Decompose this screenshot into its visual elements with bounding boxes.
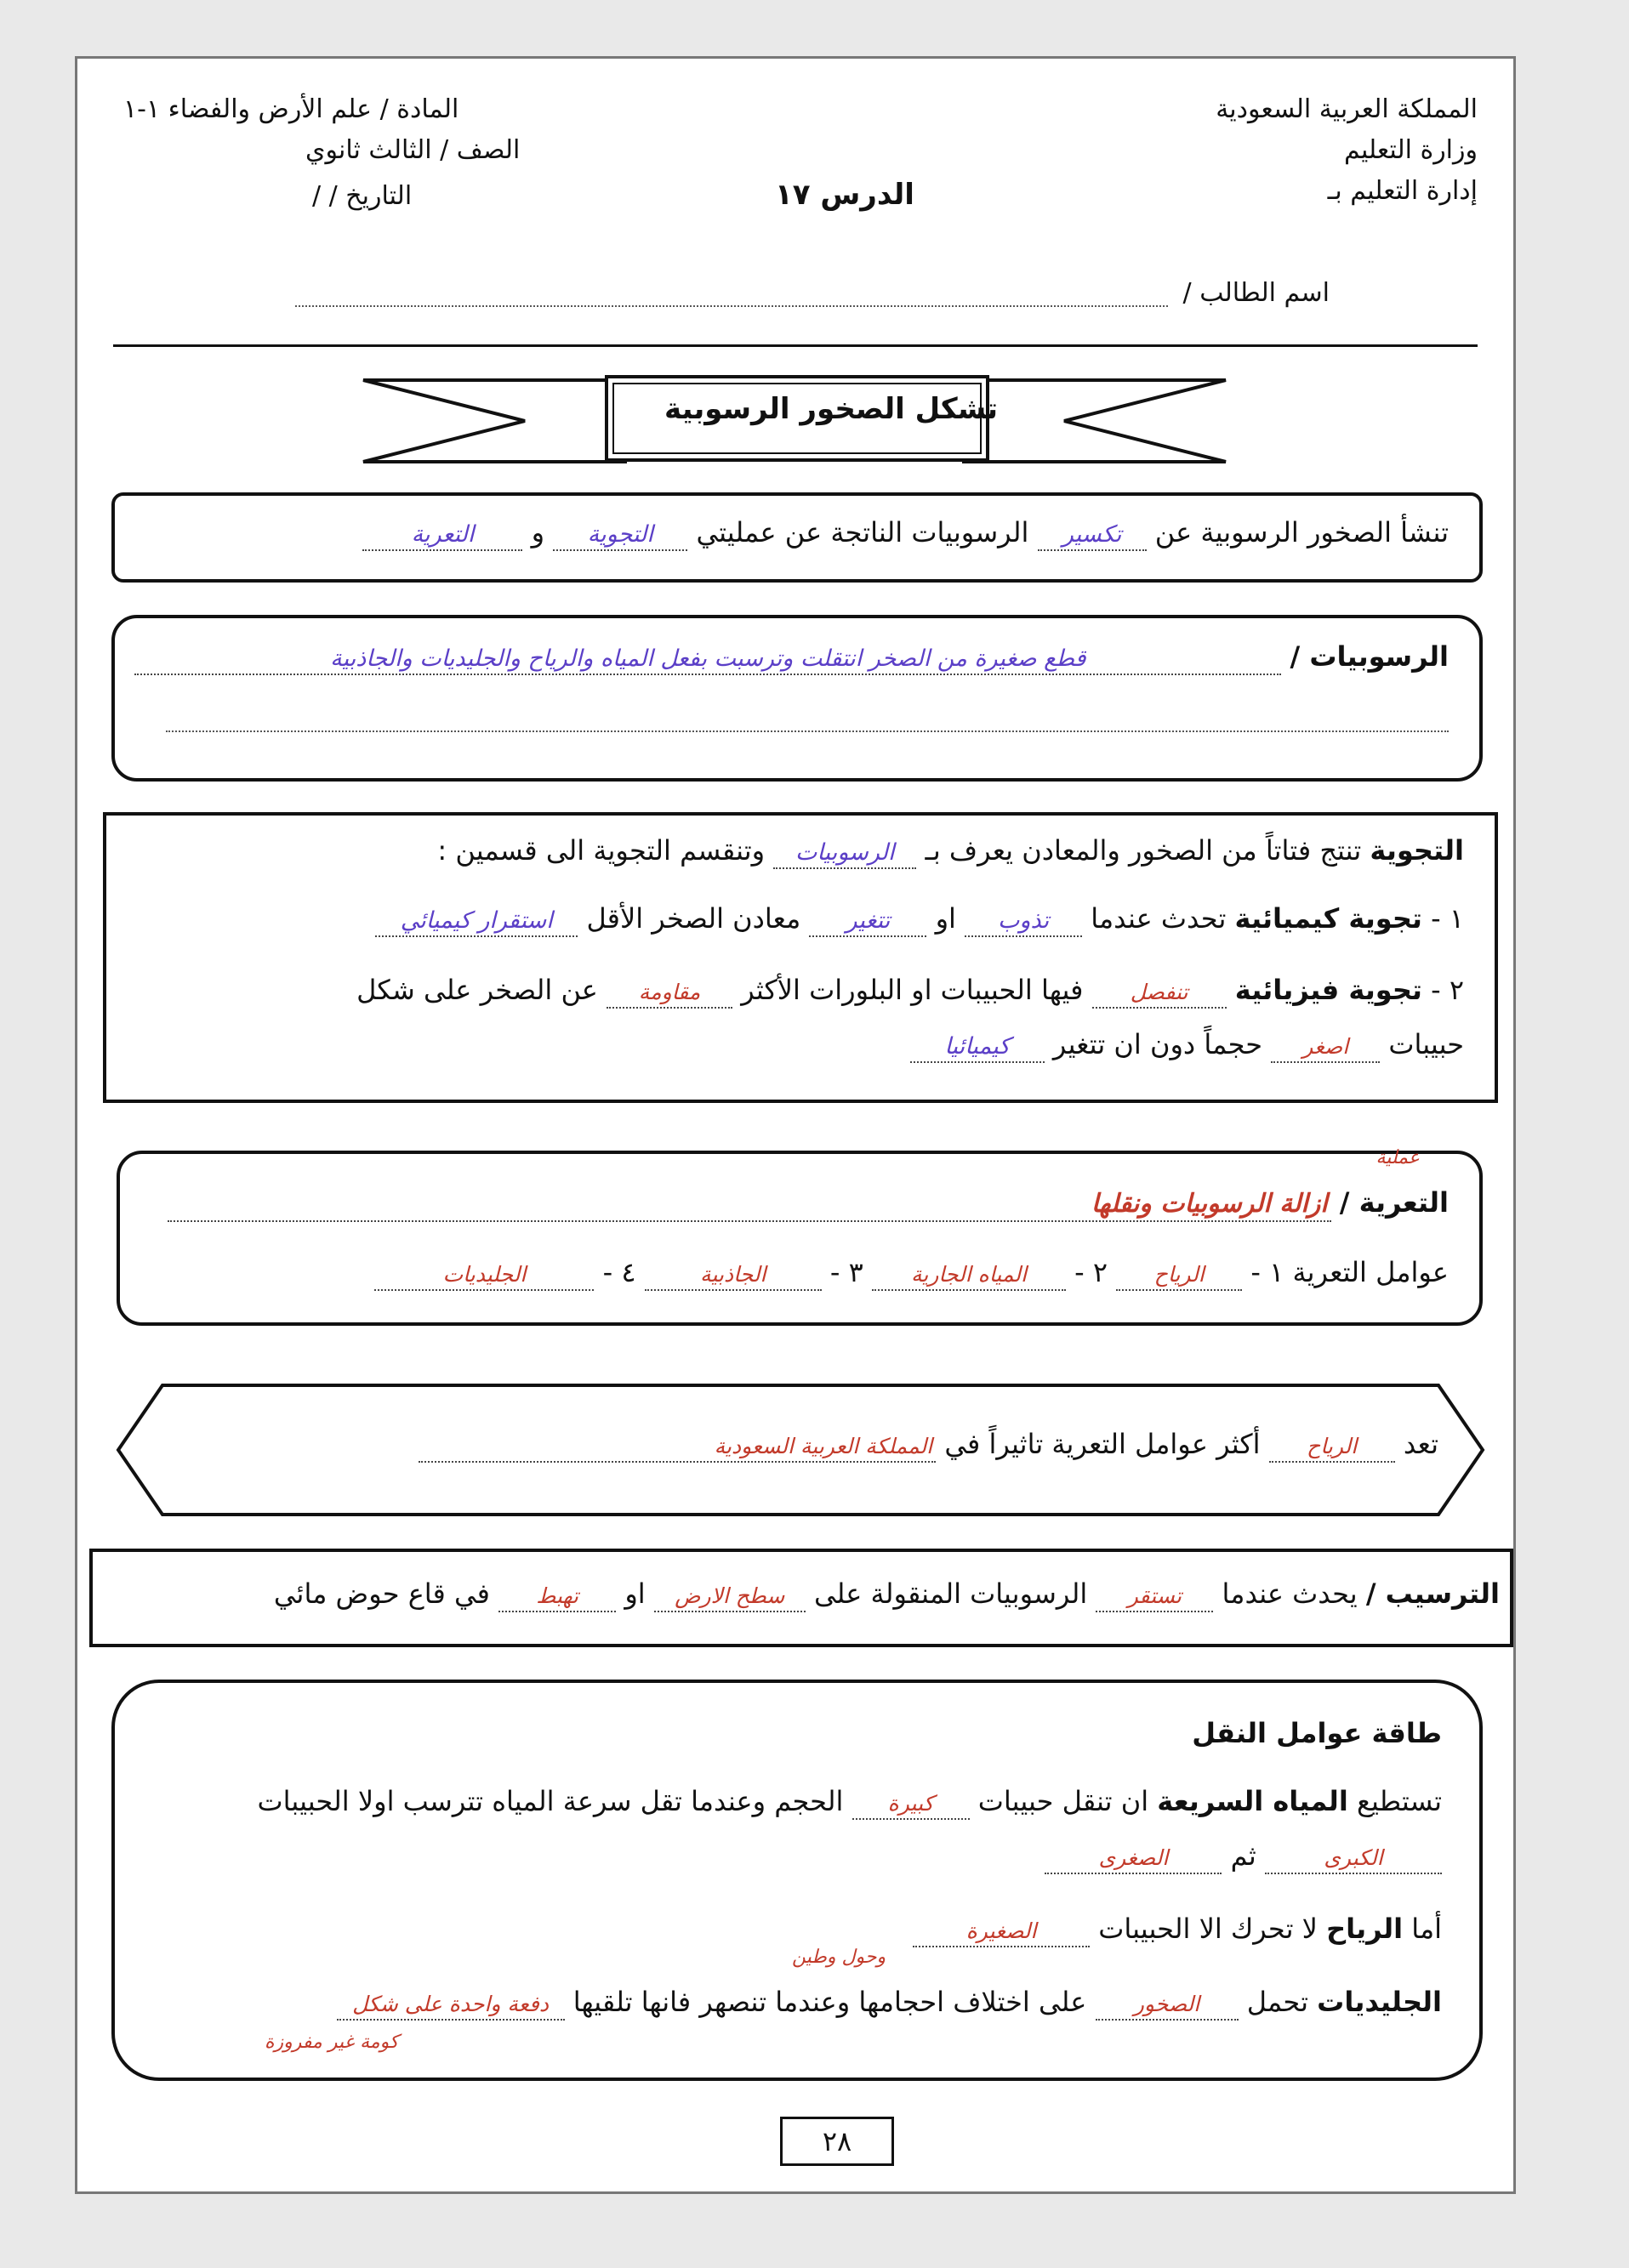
glacier-fill-2[interactable]: دفعة واحدة على شكل [337,1991,565,2021]
erosion-box [117,1147,1483,1326]
water-fill-2[interactable]: الكبرى [1265,1845,1442,1874]
weathering-text-2: وتنقسم التجوية الى قسمين : [437,834,766,867]
most-effective-text-1: تعد [1403,1428,1438,1460]
agent-number-1: ١ - [1250,1256,1284,1288]
page-title: تشكل الصخور الرسوبية [664,392,999,426]
erosion-agents-label: عوامل التعرية [1292,1256,1449,1288]
water-text-1: تستطيع [1356,1785,1442,1817]
erosion-answer-text: ازالة الرسوبيات ونقلها [1091,1189,1328,1219]
sediments-answer[interactable]: قطع صغيرة من الصخر انتقلت وترسبت بفعل المياه والرياح والجليديات والجاذبية [134,644,1281,675]
water-text-3: الحجم وعندما تقل سرعة المياه تترسب اولا الحبيبات [257,1785,844,1817]
deposition-fill-2[interactable]: سطح الارض [654,1583,806,1612]
origin-fill-1[interactable]: تكسير [1038,520,1147,551]
phys-text-3: حبيبات [1388,1028,1464,1060]
water-text-4: ثم [1230,1839,1256,1872]
student-name-label: اسم الطالب / [1182,278,1330,308]
header-divider [113,344,1478,347]
glacier-note: وحول وطين [792,1947,886,1968]
phys-text-2: عن الصخر على شكل [356,974,598,1006]
glacier-text-1: تحمل [1246,1986,1308,2018]
chem-label: تجوية كيميائية [1234,902,1422,935]
chem-fill-1[interactable]: تذوب [965,906,1082,937]
deposition-text-3: او [624,1577,646,1610]
kingdom-label: المملكة العربية السعودية [1216,94,1478,124]
most-effective-fill-2[interactable]: المملكة العربية السعودية [419,1433,936,1463]
transport-title: طاقة عوامل النقل [1192,1717,1442,1749]
lesson-number: الدرس ١٧ [775,178,914,212]
deposition-label: الترسيب / [1365,1577,1500,1610]
water-fill-3[interactable]: الصغرى [1045,1845,1222,1874]
origin-text-3: و [531,516,545,549]
glacier-fill-3: كومة غير مفروزة [265,2032,399,2053]
chem-fill-2[interactable]: تتغير [809,906,926,937]
glacier-bold: الجليديات [1317,1986,1442,2018]
phys-fill-1[interactable]: تنفصل [1092,979,1227,1009]
date-label: التاريخ / / [312,181,413,211]
water-text-2: ان تنقل حبيبات [977,1785,1149,1817]
subject-label: المادة / علم الأرض والفضاء ١-١ [123,94,459,124]
deposition-text-2: الرسوبيات المنقولة على [814,1577,1088,1610]
most-effective-line [419,1428,1438,1463]
deposition-fill-1[interactable]: تستقر [1096,1583,1213,1612]
weathering-fill-1[interactable]: الرسوبيات [773,838,916,869]
agent-number-4: ٤ - [602,1256,636,1288]
glacier-fill-1[interactable]: الصخور [1096,1991,1239,2021]
sediments-label: الرسوبيات / [1290,640,1449,673]
weathering-label: التجوية [1370,834,1464,867]
deposition-text-4: في قاع حوض مائي [273,1577,490,1610]
chem-text-2: معادن الصخر الأقل [586,902,801,935]
page-number: ٢٨ [780,2117,894,2166]
glacier-text-2: على اختلاف احجامها وعندما تنصهر فانها تلقيها [572,1986,1087,2018]
phys-text-1: فيها الحبيبات او البلورات الأكثر [741,974,1084,1006]
most-effective-text-2: أكثر عوامل التعرية تاثيراً في [944,1428,1261,1460]
chem-text-1: تحدث عندما [1091,902,1227,935]
agent-number-2: ٢ - [1074,1256,1108,1288]
wind-text-1: أما [1411,1913,1442,1945]
deposition-box [89,1549,1513,1647]
water-fill-1[interactable]: كبيرة [852,1790,970,1820]
phys-label: تجوية فيزيائية [1234,974,1422,1006]
water-bold: المياه السريعة [1157,1785,1348,1817]
most-effective-fill-1[interactable]: الرياح [1269,1433,1395,1463]
sediments-extra-line[interactable] [166,730,1449,732]
erosion-answer[interactable] [168,1187,1331,1222]
wind-text-2: لا تحرك الا الحبيبات [1098,1913,1318,1945]
weathering-box [103,812,1498,1103]
origin-text-2: الرسوبيات الناتجة عن عمليتي [696,516,1029,549]
wind-bold: الرياح [1326,1913,1404,1945]
origin-fill-2[interactable]: التجوية [553,520,687,551]
chem-or: او [935,902,956,935]
origin-text-1: تنشأ الصخور الرسوبية عن [1154,516,1449,549]
phys-number: ٢ - [1431,974,1464,1006]
agent-fill-1[interactable]: الرياح [1116,1261,1242,1291]
weathering-text-1: تنتج فتاتاً من الصخور والمعادن يعرف بـ [925,834,1362,867]
deposition-fill-3[interactable]: تهبط [498,1583,616,1612]
chem-number: ١ - [1431,902,1464,935]
transport-box [111,1680,1483,2081]
sediments-box [111,615,1483,782]
agent-number-3: ٣ - [829,1256,863,1288]
phys-fill-4[interactable]: كيميائيا [910,1032,1045,1063]
student-name-field[interactable] [295,305,1168,307]
phys-fill-2[interactable]: مقاومة [607,979,732,1009]
wind-fill[interactable]: الصغيرة [913,1918,1090,1947]
agent-fill-3[interactable]: الجاذبية [645,1261,822,1291]
deposition-text-1: يحدث عندما [1222,1577,1358,1610]
origin-fill-3[interactable]: التعرية [362,520,522,551]
ministry-label: وزارة التعليم [1343,135,1478,165]
agent-fill-2[interactable]: المياه الجارية [872,1261,1066,1291]
phys-text-4: حجماً دون ان تتغير [1052,1028,1263,1060]
origin-box [111,492,1483,583]
erosion-note: عملية [1376,1147,1420,1168]
chem-fill-3[interactable]: استقرار كيميائي [375,906,578,937]
worksheet-page [75,56,1516,2194]
agent-fill-4[interactable]: الجليديات [374,1261,594,1291]
phys-fill-3[interactable]: اصغر [1271,1033,1380,1063]
erosion-label: التعرية / [1339,1186,1449,1219]
department-label: إدارة التعليم بـ [1327,176,1478,206]
grade-label: الصف / الثالث ثانوي [305,135,521,165]
